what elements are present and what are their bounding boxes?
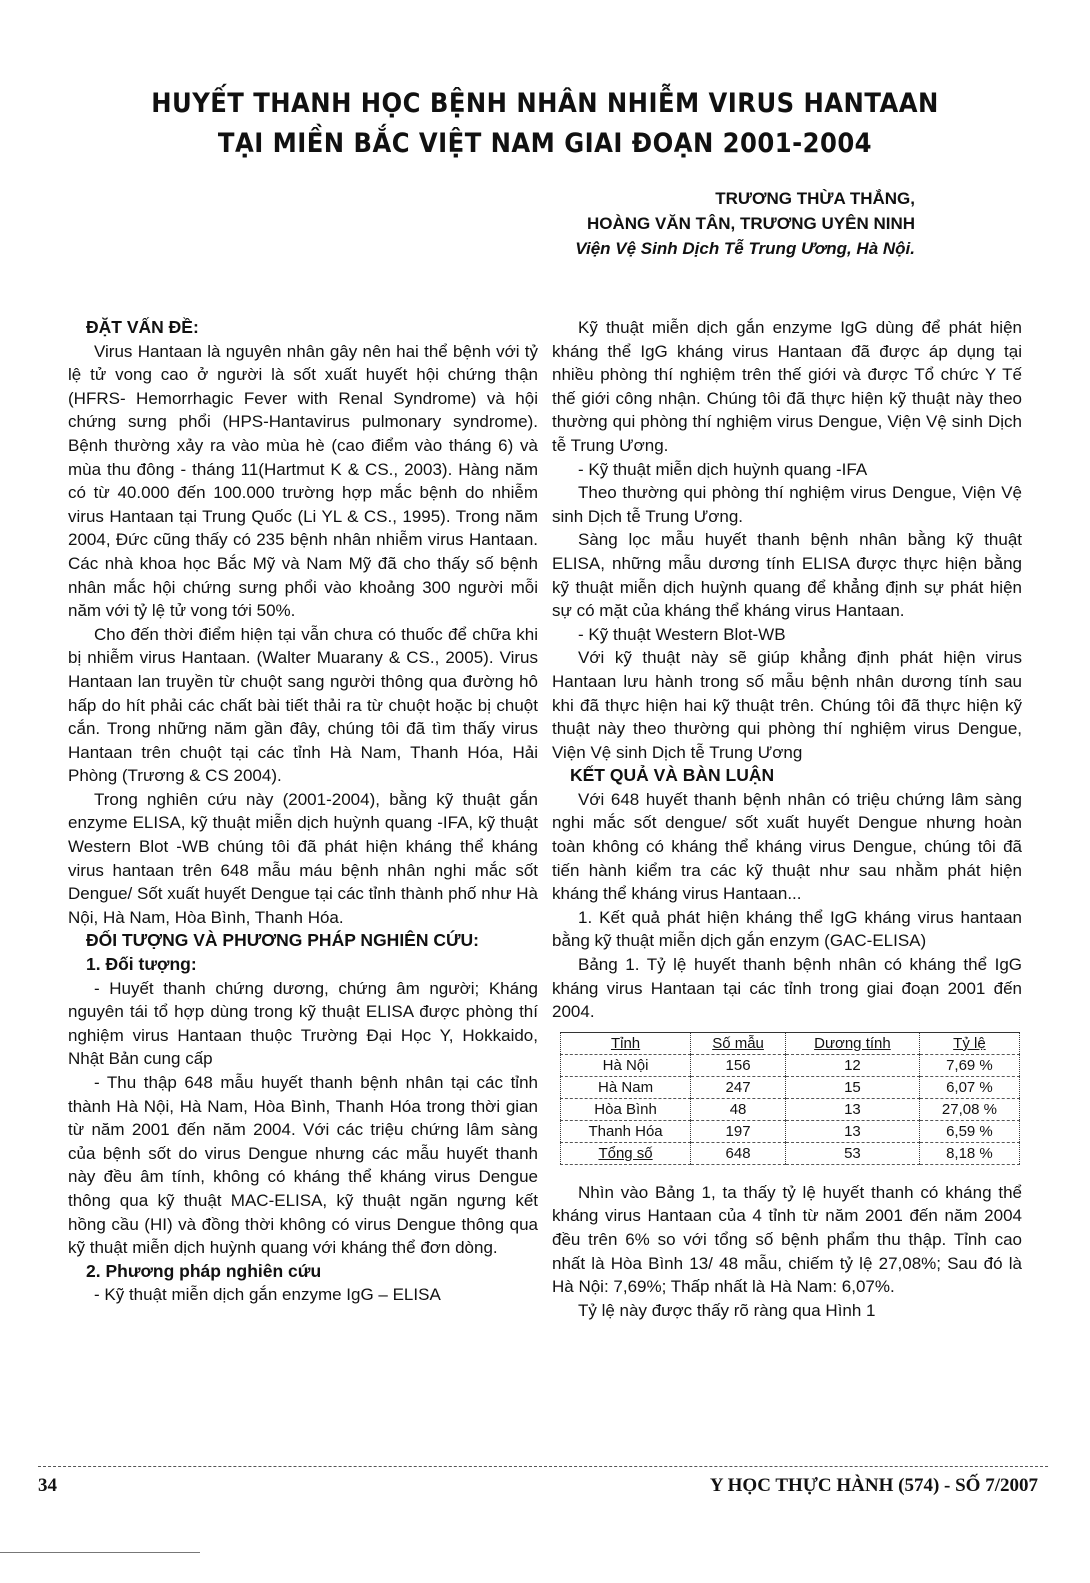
paragraph: Cho đến thời điểm hiện tại vẫn chưa có thuốc để chữa khi bị nhiễm virus Hantaan. (Walter Muarany & CS., 2005). Virus Hantaan lan truyền từ chuột sang người thông qua đường hô hấp do hít phải các chất bài tiết thải ra từ chuột hoặc bị chuột cắn. Trong những năm gần đây, chúng tôi đã tìm thấy virus Hantaan trên chuột tại các tỉnh Hà Nam, Thanh Hóa, Hải Phòng (Trương & CS 2004).: [68, 624, 538, 786]
paragraph: Sàng lọc mẫu huyết thanh bệnh nhân bằng kỹ thuật ELISA, những mẫu dương tính ELISA được thực hiện bằng kỹ thuật miễn dịch huỳnh quang để khẳng định sự phát hiện sự có mặt của kháng thể kháng virus Hantaan.: [552, 530, 1022, 621]
page-number: 34: [38, 1475, 57, 1496]
paragraph: - Kỹ thuật miễn dịch gắn enzyme IgG – ELISA: [94, 1285, 441, 1305]
table-header-row: [561, 1032, 1020, 1054]
cell-positive: 53: [786, 1142, 920, 1164]
cell-province: Hà Nam: [561, 1076, 691, 1098]
paragraph: - Kỹ thuật miễn dịch huỳnh quang -IFA: [578, 459, 868, 479]
paragraph: - Huyết thanh chứng dương, chứng âm người; Kháng nguyên tái tổ hợp dùng trong kỹ thuật ELISA được phòng thí nghiệm virus Hantaan thuộc Trường Đại Học Y, Hokkaido, Nhật Bản cung cấp: [68, 978, 538, 1069]
heading-introduction: ĐẶT VẤN ĐỀ:: [86, 317, 199, 337]
cell-positive: 13: [786, 1098, 920, 1120]
cell-samples: 648: [691, 1142, 786, 1164]
paragraph: - Kỹ thuật Western Blot-WB: [578, 624, 786, 644]
paragraph: Với 648 huyết thanh bệnh nhân có triệu chứng lâm sàng nghi mắc sốt dengue/ sốt xuất huyết Dengue nhưng hoàn toàn không có kháng thể kháng virus Dengue, chúng tôi đã tiến hành kiểm tra các kỹ thuật như sau nhằm phát hiện kháng thể kháng virus Hantaan...: [552, 789, 1022, 904]
title-line-2: TẠI MIỀN BẮC VIỆT NAM GIAI ĐOẠN 2001-2004: [217, 128, 873, 159]
table-row: [561, 1054, 1020, 1076]
cell-rate: 6,07 %: [919, 1076, 1019, 1098]
paragraph: Nhìn vào Bảng 1, ta thấy tỷ lệ huyết thanh có kháng thể kháng virus Hantaan của 4 tỉnh từ năm 2001 đến năm 2004 đều trên 6% so với tổng số bệnh phẩm thu thập. Tỉnh cao nhất là Hòa Bình 13/ 48 mẫu, chiếm tỷ lệ 27,08%; Sau đó là Hà Nội: 7,69%; Thấp nhất là Hà Nam: 6,07%.: [552, 1182, 1022, 1297]
cell-province: Hòa Bình: [561, 1098, 691, 1120]
cell-province: Hà Nội: [561, 1054, 691, 1076]
author-block: [575, 186, 915, 261]
paragraph: Virus Hantaan là nguyên nhân gây nên hai thể bệnh với tỷ lệ tử vong cao ở người là sốt xuất huyết hội chứng thận (HFRS- Hemorrhagic Fever with Renal Syndrome) và hội chứng sưng phổi (HPS-Hantavirus pulmonary syndrome). Bệnh thường xảy ra vào mùa hè (cao điểm vào tháng 6) và mùa thu đông - tháng 11(Hartmut K & CS., 2003). Hàng năm có từ 40.000 đến 100.000 trường hợp mắc bệnh do nhiễm virus Hantaan tại Trung Quốc (Li YL & CS., 1995). Trong năm 2004, Đức cũng thấy có 235 bệnh nhân nhiễm virus Hantaan. Các nhà khoa học Bắc Mỹ và Nam Mỹ đã cho thấy số bệnh nhân mắc hội chứng sưng phổi vào khoảng 300 người mỗi năm với tỷ lệ tử vong tới 50%.: [68, 341, 538, 621]
cell-positive: 15: [786, 1076, 920, 1098]
author-line-1: TRƯƠNG THỪA THẮNG,: [715, 189, 915, 208]
paragraph: Tỷ lệ này được thấy rõ ràng qua Hình 1: [578, 1300, 876, 1320]
cell-samples: 247: [691, 1076, 786, 1098]
paragraph: Với kỹ thuật này sẽ giúp khẳng định phát hiện virus Hantaan lưu hành trong số mẫu bệnh nhân dương tính sau khi đã thực hiện hai kỹ thuật trên. Chúng tôi đã thực hiện kỹ thuật này theo thường qui phòng thí nghiệm virus Dengue, Viện Vệ sinh Dịch tễ Trung Ương: [552, 648, 1022, 762]
table-caption: Bảng 1. Tỷ lệ huyết thanh bệnh nhân có kháng thể IgG kháng virus Hantaan tại các tỉnh trong giai đoạn 2001 đến 2004.: [552, 955, 1022, 1022]
table-row: [561, 1098, 1020, 1120]
cell-positive: 12: [786, 1054, 920, 1076]
cell-province: Thanh Hóa: [561, 1120, 691, 1142]
header-samples: Số mẫu: [691, 1032, 786, 1054]
right-column: [552, 316, 1022, 1322]
cell-samples: 197: [691, 1120, 786, 1142]
left-column: [68, 316, 538, 1307]
cell-rate: 8,18 %: [919, 1142, 1019, 1164]
heading-results: KẾT QUẢ VÀ BÀN LUẬN: [570, 765, 775, 786]
bottom-rule: [0, 1552, 200, 1553]
table-row: [561, 1076, 1020, 1098]
article-title: [55, 84, 1036, 164]
journal-footer: Y HỌC THỰC HÀNH (574) - SỐ 7/2007: [709, 1475, 1038, 1496]
heading-subjects: 1. Đối tượng:: [86, 954, 197, 975]
cell-samples: 156: [691, 1054, 786, 1076]
paragraph: Trong nghiên cứu này (2001-2004), bằng kỹ thuật gắn enzyme ELISA, kỹ thuật miễn dịch huỳnh quang -IFA, kỹ thuật Western Blot -WB chúng tôi đã phát hiện kháng thể kháng virus hantaan trên 648 mẫu máu bệnh nhân nghi mắc sốt Dengue/ Sốt xuất huyết Dengue tại các tỉnh thành phố như Hà Nội, Hà Nam, Hòa Bình, Thanh Hóa.: [68, 789, 538, 927]
cell-province: Tổng số: [561, 1142, 691, 1164]
table-row: [561, 1120, 1020, 1142]
table-total-row: [561, 1142, 1020, 1164]
header-positive: Dương tính: [786, 1032, 920, 1054]
title-line-1: HUYẾT THANH HỌC BỆNH NHÂN NHIỄM VIRUS HANTAAN: [151, 88, 939, 119]
heading-method-section: 2. Phương pháp nghiên cứu: [86, 1260, 322, 1281]
footer-divider: [38, 1466, 1048, 1467]
cell-positive: 13: [786, 1120, 920, 1142]
cell-rate: 27,08 %: [919, 1098, 1019, 1120]
affiliation: Viện Vệ Sinh Dịch Tễ Trung Ương, Hà Nội.: [575, 239, 915, 258]
paragraph: 1. Kết quả phát hiện kháng thể IgG kháng virus hantaan bằng kỹ thuật miễn dịch gắn enzym (GAC-ELISA): [552, 907, 1022, 951]
results-table: [560, 1032, 1020, 1165]
author-line-2: HOÀNG VĂN TÂN, TRƯƠNG UYÊN NINH: [587, 214, 915, 233]
cell-samples: 48: [691, 1098, 786, 1120]
paragraph: Kỹ thuật miễn dịch gắn enzyme IgG dùng để phát hiện kháng thể IgG kháng virus Hantaan đã được áp dụng tại nhiều phòng thí nghiệm trên thế giới và được Tổ chức Y Tế thế giới công nhận. Chúng tôi đã thực hiện kỹ thuật này theo thường qui phòng thí nghiệm virus Dengue, Viện Vệ sinh Dịch tễ Trung Ương.: [552, 318, 1022, 455]
cell-rate: 7,69 %: [919, 1054, 1019, 1076]
header-province: Tỉnh: [561, 1032, 691, 1054]
cell-rate: 6,59 %: [919, 1120, 1019, 1142]
paragraph: Theo thường qui phòng thí nghiệm virus Dengue, Viện Vệ sinh Dịch tễ Trung Ương.: [552, 483, 1022, 526]
header-rate: Tỷ lệ: [919, 1032, 1019, 1054]
heading-methods: ĐỐI TƯỢNG VÀ PHƯƠNG PHÁP NGHIÊN CỨU:: [86, 930, 479, 951]
paragraph: - Thu thập 648 mẫu huyết thanh bệnh nhân tại các tỉnh thành Hà Nội, Hà Nam, Hòa Bình, Thanh Hóa trong thời gian từ năm 2001 đến năm 2004. Với các triệu chứng lâm sàng của bệnh sốt do virus Dengue nhưng các mẫu huyết thanh này đều âm tính, không có kháng thể kháng virus Dengue thông qua kỹ thuật MAC-ELISA, kỹ thuật ngăn ngưng kết hồng cầu (HI) và đồng thời không có virus Dengue thông qua kỹ thuật miễn dịch huỳnh quang với kháng thể đơn dòng.: [68, 1073, 538, 1258]
